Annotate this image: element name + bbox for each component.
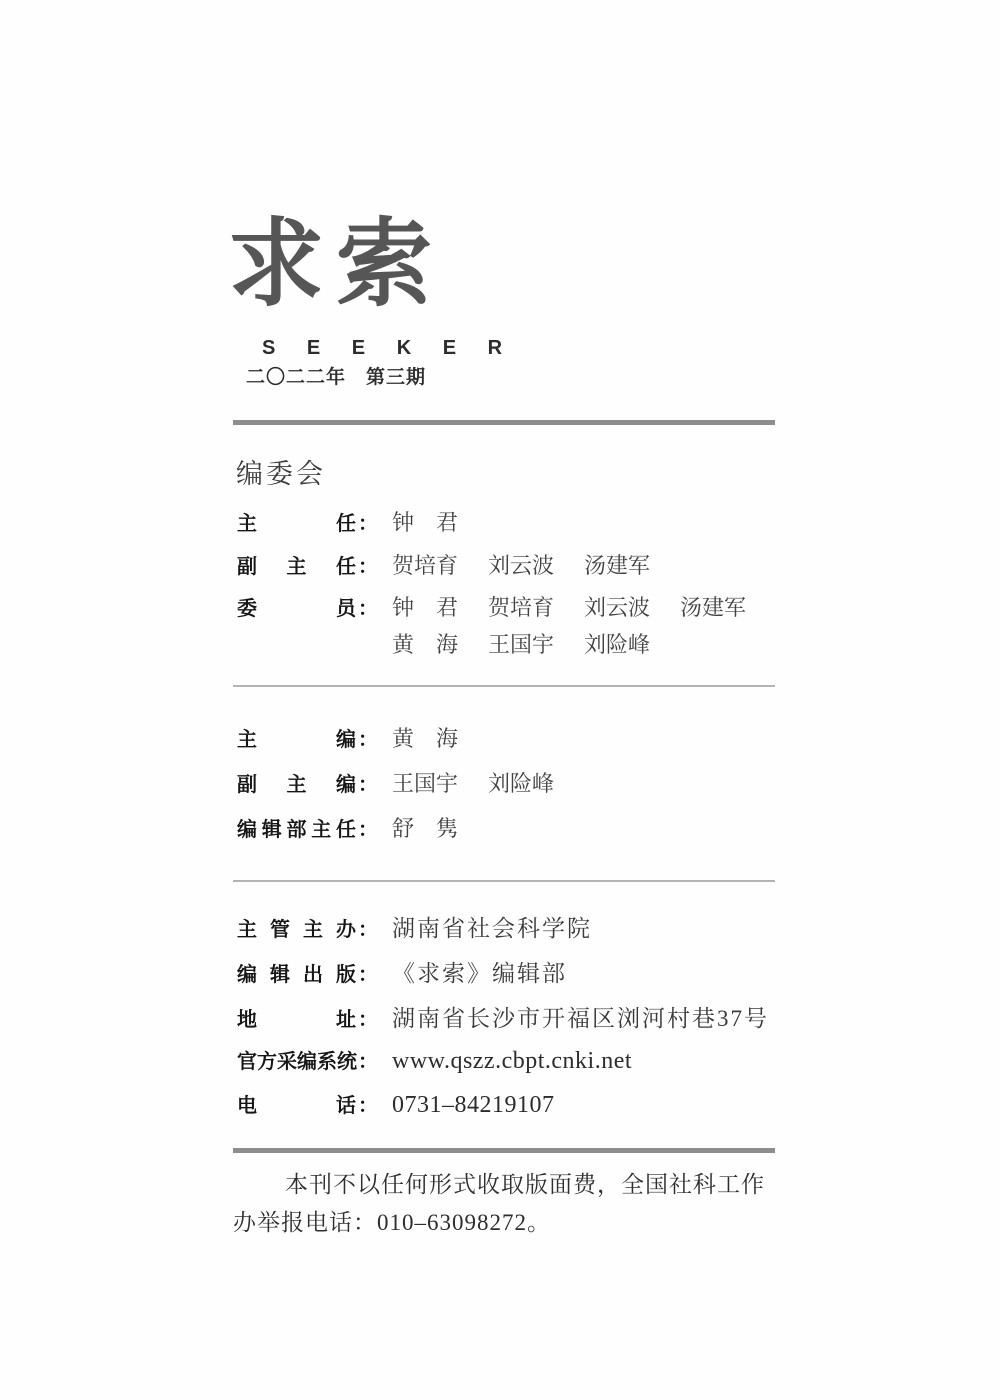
row-label: 编辑出版 xyxy=(237,964,356,986)
row-label: 副主编 xyxy=(237,774,356,796)
row-names xyxy=(392,549,650,580)
person-name: 钟 君 xyxy=(392,595,459,620)
row-phone xyxy=(237,1089,555,1119)
row-colon: ： xyxy=(358,1009,378,1031)
person-name: 刘险峰 xyxy=(488,771,555,796)
editorial-board-heading: 编委会 xyxy=(236,459,326,489)
row-chief-director xyxy=(237,506,458,537)
row-colon: ： xyxy=(358,964,378,986)
row-colon: ： xyxy=(358,819,378,841)
divider-thick-top xyxy=(233,420,775,425)
row-colon: ： xyxy=(358,1095,378,1117)
row-value: 《求索》编辑部 xyxy=(392,961,567,986)
person-name: 舒 隽 xyxy=(392,816,459,841)
journal-logo: 求索 xyxy=(228,211,444,318)
row-label: 主任 xyxy=(237,513,356,535)
row-names xyxy=(392,767,554,798)
row-label: 电话 xyxy=(237,1095,356,1117)
row-colon: ： xyxy=(358,1051,378,1073)
row-members xyxy=(237,591,746,622)
row-label: 副主任 xyxy=(237,556,356,578)
divider-thick-bottom xyxy=(233,1148,775,1153)
row-publisher xyxy=(237,955,567,988)
row-colon: ： xyxy=(358,513,378,535)
row-label: 编辑部主任 xyxy=(237,819,356,841)
row-submission-system xyxy=(237,1045,632,1075)
row-value: 0731–84219107 xyxy=(392,1092,555,1118)
row-address xyxy=(237,1000,769,1033)
row-names xyxy=(392,628,650,659)
person-name: 汤建军 xyxy=(584,553,651,578)
row-label: 主管主办 xyxy=(237,919,356,941)
row-editorial-office-director xyxy=(237,812,458,843)
row-label: 官方采编系统 xyxy=(237,1051,357,1073)
row-colon: ： xyxy=(358,556,378,578)
person-name: 刘云波 xyxy=(584,595,651,620)
person-name: 刘云波 xyxy=(488,553,555,578)
row-supervisor xyxy=(237,910,592,943)
row-colon: ： xyxy=(358,598,378,620)
person-name: 黄 海 xyxy=(392,632,459,657)
row-label: 委员 xyxy=(237,598,356,620)
divider-thin-2 xyxy=(233,880,775,882)
person-name: 贺培育 xyxy=(488,595,555,620)
row-label: 地址 xyxy=(237,1009,356,1031)
row-colon: ： xyxy=(358,729,378,751)
person-name: 王国宇 xyxy=(392,771,459,796)
row-names xyxy=(392,812,458,843)
person-name: 黄 海 xyxy=(392,726,459,751)
row-deputy-directors xyxy=(237,549,650,580)
row-value: 湖南省社会科学院 xyxy=(392,916,592,941)
person-name: 王国宇 xyxy=(488,632,555,657)
row-names xyxy=(392,591,746,622)
person-name: 刘险峰 xyxy=(584,632,651,657)
journal-latin-title: S E E K E R xyxy=(262,337,516,359)
row-names xyxy=(392,722,458,753)
person-name: 贺培育 xyxy=(392,553,459,578)
notice-text: 本刊不以任何形式收取版面费，全国社科工作办举报电话：010–63098272。 xyxy=(233,1172,765,1235)
issue-line: 二〇二二年 第三期 xyxy=(246,367,427,388)
row-value: www.qszz.cbpt.cnki.net xyxy=(392,1048,633,1074)
person-name: 钟 君 xyxy=(392,510,459,535)
person-name: 汤建军 xyxy=(680,595,747,620)
row-chief-editor xyxy=(237,722,458,753)
divider-thin-1 xyxy=(233,685,775,687)
row-label: 主编 xyxy=(237,729,356,751)
row-members-line2 xyxy=(392,628,650,659)
row-colon: ： xyxy=(358,774,378,796)
row-names xyxy=(392,506,458,537)
row-deputy-editors xyxy=(237,767,554,798)
row-value: 湖南省长沙市开福区浏河村巷37号 xyxy=(392,1006,769,1031)
row-colon: ： xyxy=(358,919,378,941)
